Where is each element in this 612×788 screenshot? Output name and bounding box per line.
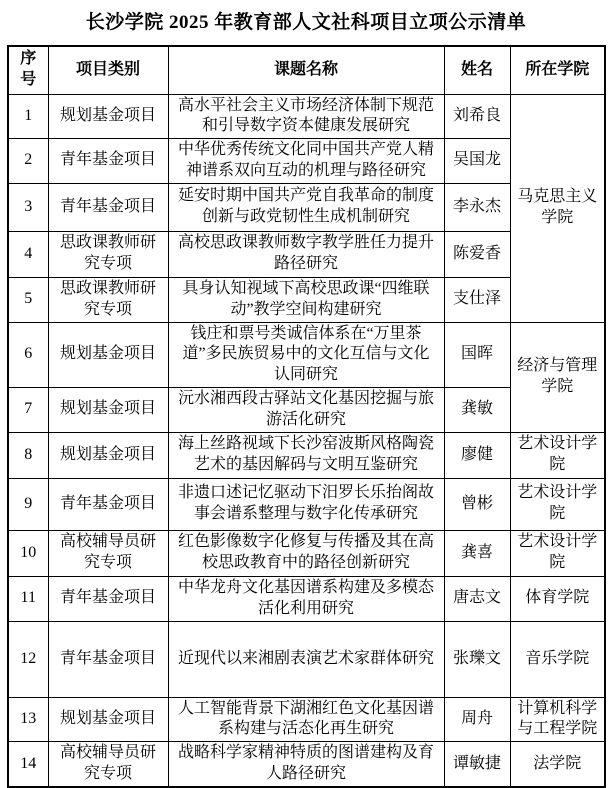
project-category-cell: 思政课教师研究专项 — [48, 231, 168, 277]
college-cell: 马克思主义学院 — [510, 94, 605, 322]
project-list-table — [7, 45, 606, 788]
table-row — [8, 94, 605, 139]
project-title-cell: 非遗口述记忆驱动下汨罗长乐抬阁故事会谱系整理与数字化传承研究 — [168, 478, 444, 530]
pi-name-cell: 李永杰 — [444, 183, 510, 231]
project-title-cell: 高水平社会主义市场经济体制下规范和引导数字资本健康发展研究 — [168, 94, 444, 139]
college-cell: 音乐学院 — [510, 621, 605, 697]
pi-name-cell: 廖健 — [444, 432, 510, 478]
column-header-4: 所在学院 — [510, 46, 605, 94]
row-number-cell: 12 — [8, 621, 48, 697]
project-title-cell: 红色影像数字化修复与传播及其在高校思政教育中的路径创新研究 — [168, 530, 444, 576]
project-title-cell: 战略科学家精神特质的图谱建构及育人路径研究 — [168, 742, 444, 787]
college-cell: 法学院 — [510, 742, 605, 787]
project-category-cell: 规划基金项目 — [48, 388, 168, 433]
project-title-cell: 延安时期中国共产党自我革命的制度创新与政党韧性生成机制研究 — [168, 183, 444, 231]
pi-name-cell: 龚喜 — [444, 530, 510, 576]
pi-name-cell: 张瓅文 — [444, 621, 510, 697]
college-cell: 艺术设计学院 — [510, 432, 605, 478]
project-title-cell: 海上丝路视域下长沙窑波斯风格陶瓷艺术的基因解码与文明互鉴研究 — [168, 432, 444, 478]
table-row — [8, 576, 605, 621]
project-category-cell: 青年基金项目 — [48, 621, 168, 697]
project-title-cell: 中华龙舟文化基因谱系构建及多模态活化利用研究 — [168, 576, 444, 621]
row-number-cell: 2 — [8, 139, 48, 184]
table-row — [8, 697, 605, 742]
project-category-cell: 青年基金项目 — [48, 478, 168, 530]
pi-name-cell: 唐志文 — [444, 576, 510, 621]
project-category-cell: 规划基金项目 — [48, 697, 168, 742]
project-category-cell: 高校辅导员研究专项 — [48, 530, 168, 576]
project-category-cell: 规划基金项目 — [48, 94, 168, 139]
table-row — [8, 742, 605, 787]
table-body — [8, 94, 605, 787]
row-number-cell: 11 — [8, 576, 48, 621]
pi-name-cell: 支仕泽 — [444, 277, 510, 322]
column-header-0: 序号 — [8, 46, 48, 94]
pi-name-cell: 吴国龙 — [444, 139, 510, 184]
college-cell: 艺术设计学院 — [510, 478, 605, 530]
column-header-1: 项目类别 — [48, 46, 168, 94]
row-number-cell: 1 — [8, 94, 48, 139]
row-number-cell: 3 — [8, 183, 48, 231]
pi-name-cell: 刘希良 — [444, 94, 510, 139]
table-row — [8, 322, 605, 387]
row-number-cell: 10 — [8, 530, 48, 576]
table-row — [8, 478, 605, 530]
project-category-cell: 青年基金项目 — [48, 183, 168, 231]
page-title: 长沙学院 2025 年教育部人文社科项目立项公示清单 — [85, 12, 527, 33]
project-category-cell: 规划基金项目 — [48, 432, 168, 478]
project-title-cell: 钱庄和票号类诚信体系在“万里茶道”多民族贸易中的文化互信与文化认同研究 — [168, 322, 444, 387]
row-number-cell: 13 — [8, 697, 48, 742]
header-row — [8, 46, 605, 94]
pi-name-cell: 周舟 — [444, 697, 510, 742]
project-title-cell: 中华优秀传统文化同中国共产党人精神谱系双向互动的机理与路径研究 — [168, 139, 444, 184]
project-category-cell: 青年基金项目 — [48, 139, 168, 184]
project-title-cell: 近现代以来湘剧表演艺术家群体研究 — [168, 621, 444, 697]
project-title-cell: 高校思政课教师数字教学胜任力提升路径研究 — [168, 231, 444, 277]
row-number-cell: 7 — [8, 388, 48, 433]
pi-name-cell: 谭敏捷 — [444, 742, 510, 787]
project-category-cell: 青年基金项目 — [48, 576, 168, 621]
row-number-cell: 9 — [8, 478, 48, 530]
table-row — [8, 530, 605, 576]
college-cell: 体育学院 — [510, 576, 605, 621]
pi-name-cell: 陈爱香 — [444, 231, 510, 277]
pi-name-cell: 曾彬 — [444, 478, 510, 530]
row-number-cell: 5 — [8, 277, 48, 322]
row-number-cell: 4 — [8, 231, 48, 277]
table-row — [8, 621, 605, 697]
table-header — [8, 46, 605, 94]
project-title-cell: 沅水湘西段古驿站文化基因挖掘与旅游活化研究 — [168, 388, 444, 433]
column-header-2: 课题名称 — [168, 46, 444, 94]
row-number-cell: 8 — [8, 432, 48, 478]
college-cell: 艺术设计学院 — [510, 530, 605, 576]
project-category-cell: 高校辅导员研究专项 — [48, 742, 168, 787]
college-cell: 计算机科学与工程学院 — [510, 697, 605, 742]
project-category-cell: 思政课教师研究专项 — [48, 277, 168, 322]
row-number-cell: 14 — [8, 742, 48, 787]
pi-name-cell: 国晖 — [444, 322, 510, 387]
column-header-3: 姓名 — [444, 46, 510, 94]
project-title-cell: 人工智能背景下湖湘红色文化基因谱系构建与活态化再生研究 — [168, 697, 444, 742]
project-title-cell: 具身认知视域下高校思政课“四维联动”教学空间构建研究 — [168, 277, 444, 322]
row-number-cell: 6 — [8, 322, 48, 387]
college-cell: 经济与管理学院 — [510, 322, 605, 432]
table-row — [8, 432, 605, 478]
pi-name-cell: 龚敏 — [444, 388, 510, 433]
project-category-cell: 规划基金项目 — [48, 322, 168, 387]
